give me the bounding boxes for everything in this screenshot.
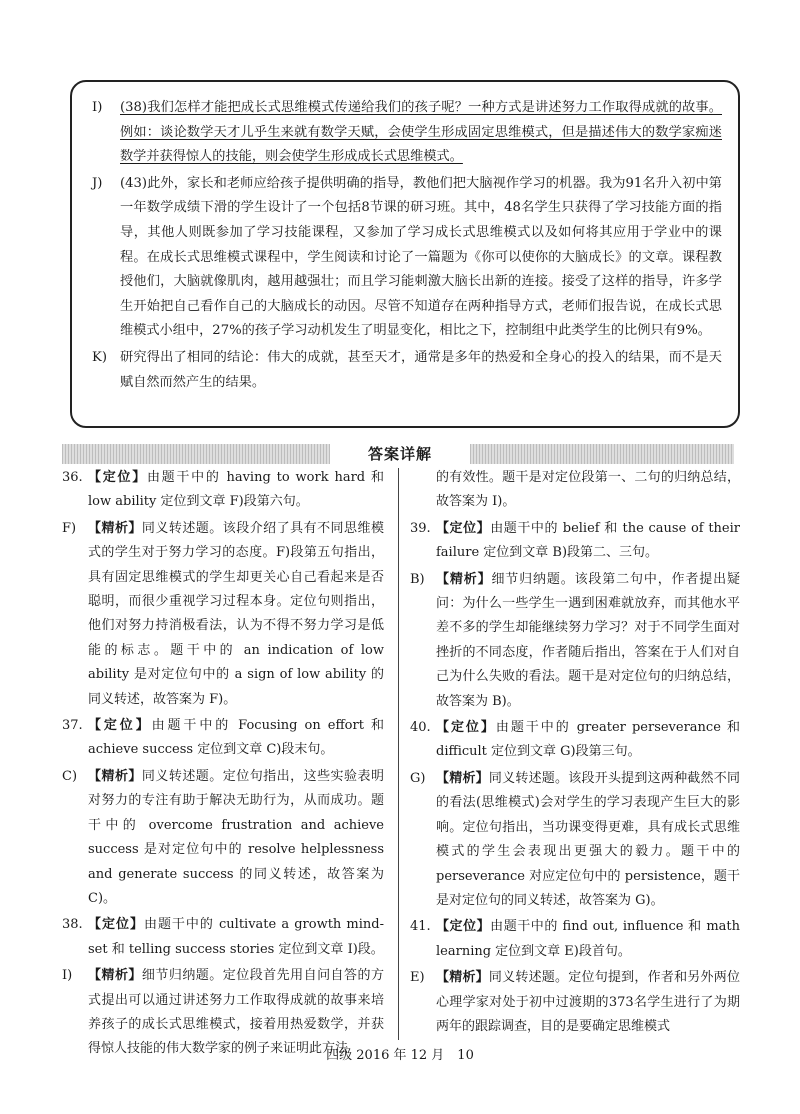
answer-column-right bbox=[410, 466, 740, 1041]
item-label: 【定位】 bbox=[88, 718, 152, 734]
passage-frame bbox=[70, 80, 740, 428]
item-label: 【精析】 bbox=[88, 968, 142, 984]
answer-item bbox=[410, 767, 740, 913]
answer-item bbox=[410, 915, 740, 964]
passage-paragraph-i bbox=[88, 96, 722, 170]
paragraph-letter: I) bbox=[92, 100, 103, 115]
item-text: 由题干中的 greater perseverance 和 difficult 定位到文章 G)段第三句。 bbox=[436, 720, 740, 760]
item-text: 由题干中的 having to work hard 和 low ability 定位到文章 F)段第六句。 bbox=[88, 470, 384, 510]
item-text: 细节归纳题。定位段首先用自问自答的方式提出可以通过讲述努力工作取得成就的故事来培养孩子的成长式思维模式，接着用热爱数学，并获得惊人技能的伟大数学家的例子来证明此方法 bbox=[88, 968, 384, 1057]
answer-item bbox=[410, 966, 740, 1039]
answer-item bbox=[410, 716, 740, 765]
item-label: 【精析】 bbox=[436, 770, 489, 786]
item-text: 同义转述题。定位句指出，这些实验表明对努力的专注有助于解决无助行为，从而成功。题干中的 overcome frustration and achieve success 是对定位句中的 resolve helplessness and generate success 的同义转述，故答案为 C)。 bbox=[88, 768, 384, 906]
item-label: 【定位】 bbox=[88, 917, 144, 933]
page-footer: 四级 2016 年 12 月 10 bbox=[326, 1048, 474, 1063]
item-number: 37. bbox=[62, 718, 83, 734]
paragraph-underlined-text: (38)我们怎样才能把成长式思维模式传递给我们的孩子呢？一种方式是讲述努力工作取得成就的故事。例如：谈论数学天才儿乎生来就有数学天赋，会使学生形成固定思维模式，但是描述伟大的数学家痴迷数学并获得惊人的技能，则会使学生形成成长式思维模式。 bbox=[120, 100, 722, 165]
item-label: 【定位】 bbox=[436, 919, 491, 935]
item-number: 36. bbox=[62, 470, 83, 485]
item-answer-letter: C) bbox=[62, 768, 78, 784]
paragraph-text: 研究得出了相同的结论：伟大的成就，甚至天才，通常是多年的热爱和全身心的投入的结果，而不是天赋自然而然产生的结果。 bbox=[120, 349, 722, 390]
item-text: 由题干中的 belief 和 the cause of their failure 定位到文章 B)段第二、三句。 bbox=[436, 520, 740, 561]
item-label: 【精析】 bbox=[436, 970, 489, 986]
item-label: 【定位】 bbox=[88, 470, 147, 485]
item-text: 细节归纳题。该段第二句中，作者提出疑问：为什么一些学生一遇到困难就放弃，而其他水平差不多的学生却能继续努力学习？对于不同学生面对挫折的不同态度，作者随后指出，答案在于人们对自己为什么失败的看法。题干是对定位句的归纳总结，故答案为 B)。 bbox=[436, 571, 740, 709]
item-text: 同义转述题。该段开头提到这两种截然不同的看法(思维模式)会对学生的学习表现产生巨大的影响。定位句指出，当功课变得更难，具有成长式思维模式的学生会表现出更强大的毅力。题干中的 perseverance 对应定位句中的 persistence，题干是对定位句的同义转述，故答案为 G)。 bbox=[436, 770, 740, 908]
paragraph-letter: K) bbox=[92, 349, 107, 365]
paragraph-letter: J) bbox=[92, 175, 103, 191]
item-text: 同义转述题。该段介绍了具有不同思维模式的学生对于努力学习的态度。F)段第五句指出，具有固定思维模式的学生却更关心自己看起来是否聪明，而很少重视学习过程本身。定位句则指出，他们对努力持消极看法，认为不得不努力学习是低能的标志。题干中的 an indication of low ability 是对定位句中的 a sign of low ability 的同义转述，故答案为 F)。 bbox=[88, 520, 384, 707]
item-text: 同义转述题。定位句提到，作者和另外两位心理学家对处于初中过渡期的373名学生进行了为期两年的跟踪调查，目的是要确定思维模式 bbox=[436, 970, 740, 1034]
item-text: 由题干中的 Focusing on effort 和 achieve success 定位到文章 C)段末句。 bbox=[88, 718, 384, 758]
item-answer-letter: E) bbox=[410, 970, 425, 986]
passage-paragraph-k bbox=[88, 346, 722, 395]
answer-item bbox=[62, 714, 384, 763]
answer-column-left bbox=[62, 466, 384, 1064]
item-answer-letter: B) bbox=[410, 571, 425, 587]
item-label: 【定位】 bbox=[436, 520, 491, 536]
item-answer-letter: G) bbox=[410, 770, 426, 786]
item-text: 由题干中的 cultivate a growth mind-set 和 telling success stories 定位到文章 I)段。 bbox=[88, 917, 384, 957]
item-answer-letter: I) bbox=[62, 968, 73, 984]
item-text: 由题干中的 find out, influence 和 math learning 定位到文章 E)段首句。 bbox=[436, 919, 740, 959]
answer-item bbox=[410, 517, 740, 566]
answer-item bbox=[62, 517, 384, 712]
answer-item bbox=[62, 466, 384, 515]
answer-item bbox=[62, 765, 384, 911]
answer-item bbox=[62, 913, 384, 962]
item-answer-letter: F) bbox=[62, 520, 77, 536]
section-title: 答案详解 bbox=[330, 441, 470, 467]
answer-item bbox=[410, 568, 740, 714]
item-label: 【精析】 bbox=[88, 520, 142, 536]
item-number: 38. bbox=[62, 917, 83, 933]
item-number: 39. bbox=[410, 520, 431, 536]
item-label: 【精析】 bbox=[436, 571, 492, 587]
continued-text bbox=[410, 466, 740, 515]
passage-paragraph-j bbox=[88, 172, 722, 344]
item-label: 【定位】 bbox=[436, 720, 496, 736]
column-divider bbox=[398, 468, 399, 1040]
item-label: 【精析】 bbox=[88, 768, 142, 784]
item-text: 的有效性。题干是对定位段第一、二句的归纳总结，故答案为 I)。 bbox=[436, 470, 740, 510]
paragraph-text: (43)此外，家长和老师应给孩子提供明确的指导，教他们把大脑视作学习的机器。我为91名升入初中第一年数学成绩下滑的学生设计了一个包括8节课的研习班。其中，48名学生只获得了学习技能方面的指导，其他人则既参加了学习技能课程，又参加了学习成长式思维模式以及如何将其应用于学业中的课程。在成长式思维模式课程中，学生阅读和讨论了一篇题为《你可以使你的大脑成长》的文章。课程教授他们，大脑就像肌肉，越用越强壮；而且学习能刺激大脑长出新的连接。接受了这样的指导，许多学生开始把自己看作自己的大脑成长的动因。尽管不知道存在两种指导方式，老师们报告说，在成长式思维模式小组中，27%的孩子学习动机发生了明显变化，相比之下，控制组中此类学生的比例只有9%。 bbox=[120, 175, 722, 339]
item-number: 40. bbox=[410, 720, 431, 736]
item-number: 41. bbox=[410, 919, 431, 935]
